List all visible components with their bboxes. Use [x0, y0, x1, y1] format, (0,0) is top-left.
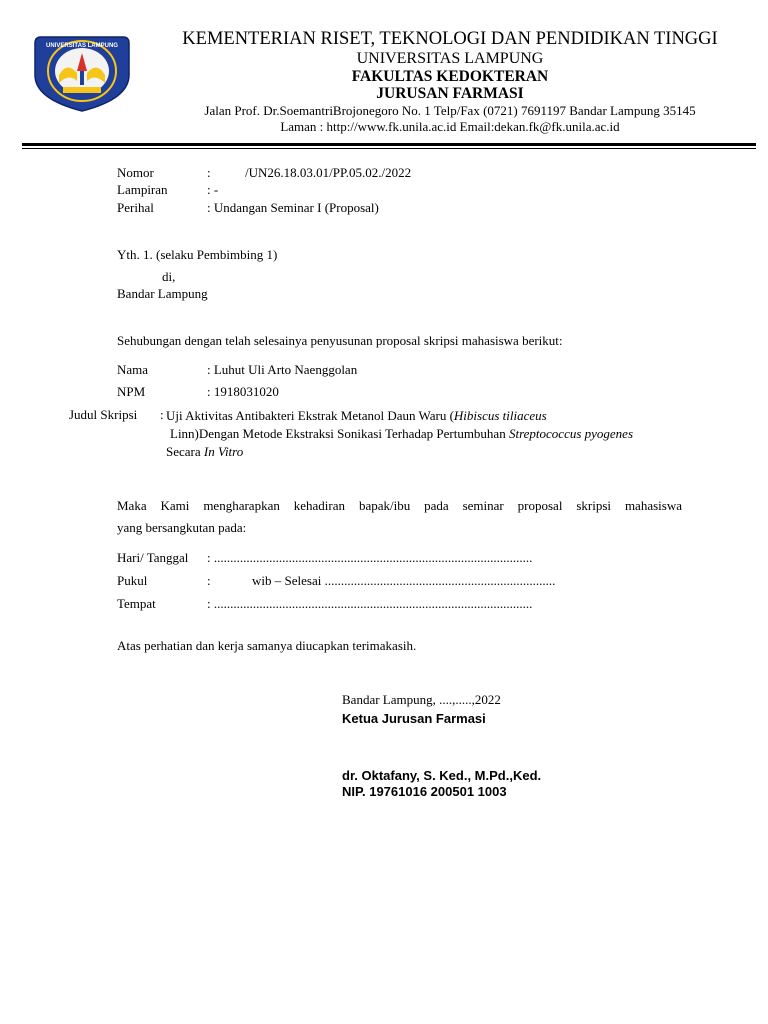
judul-species-2: Streptococcus pyogenes — [508, 426, 634, 441]
tempat-label: Tempat — [117, 596, 156, 611]
pukul-value: wib – Selesai ....................................................................... — [252, 573, 556, 588]
ministry-heading: KEMENTERIAN RISET, TEKNOLOGI DAN PENDIDIKAN TINGGI — [182, 29, 718, 49]
pukul-label: Pukul — [117, 573, 148, 588]
signatory-name: dr. Oktafany, S. Ked., M.Pd.,Ked. — [342, 768, 542, 783]
lampiran-value: : - — [207, 182, 219, 197]
pukul-separator: : — [207, 573, 211, 588]
signature-title: Ketua Jurusan Farmasi — [342, 711, 486, 726]
invite-line-1: Maka Kami mengharapkan kehadiran bapak/ibu pada seminar proposal skripsi mahasiswa — [117, 498, 682, 513]
header-divider-thick — [22, 143, 756, 146]
judul-in-vitro: In Vitro — [203, 444, 244, 459]
invite-line-2: yang bersangkutan pada: — [117, 520, 247, 535]
logo-text: UNIVERSITAS LAMPUNG — [46, 43, 118, 49]
department-heading: JURUSAN FARMASI — [376, 85, 524, 102]
judul-part-1: Uji Aktivitas Antibakteri Ekstrak Metanol Daun Waru ( — [166, 408, 454, 423]
recipient-di: di, — [162, 269, 176, 284]
signatory-nip: NIP. 19761016 200501 1003 — [342, 784, 507, 799]
header-divider-thin — [22, 148, 756, 149]
judul-separator: : — [160, 407, 164, 422]
judul-label: Judul Skripsi — [69, 407, 138, 422]
perihal-label: Perihal — [117, 200, 154, 215]
judul-part-2: Linn)Dengan Metode Ekstraksi Sonikasi Terhadap Pertumbuhan — [170, 426, 509, 441]
nama-value: : Luhut Uli Arto Naenggolan — [207, 362, 358, 377]
university-logo — [31, 31, 133, 113]
npm-label: NPM — [117, 384, 146, 399]
address-line: Jalan Prof. Dr.SoemantriBrojonegoro No. 1 Telp/Fax (0721) 7691197 Bandar Lampung 35145 — [204, 103, 696, 118]
tempat-value: : .................................................................................................. — [207, 596, 533, 611]
nomor-value: /UN26.18.03.01/PP.05.02./2022 — [245, 165, 412, 180]
closing-sentence: Atas perhatian dan kerja samanya diucapkan terimakasih. — [117, 638, 417, 653]
judul-part-3: Secara — [166, 444, 204, 459]
hari-label: Hari/ Tanggal — [117, 550, 189, 565]
recipient-line: Yth. 1. (selaku Pembimbing 1) — [117, 247, 278, 262]
recipient-city: Bandar Lampung — [117, 286, 208, 301]
nomor-separator: : — [207, 165, 211, 180]
perihal-value: : Undangan Seminar I (Proposal) — [207, 200, 379, 215]
university-heading: UNIVERSITAS LAMPUNG — [356, 50, 544, 67]
judul-text — [166, 407, 656, 461]
signature-place-date: Bandar Lampung, ....,.....,2022 — [342, 692, 501, 707]
judul-species-1: Hibiscus tiliaceus — [453, 408, 547, 423]
lampiran-label: Lampiran — [117, 182, 168, 197]
website-email-line: Laman : http://www.fk.unila.ac.id Email:dekan.fk@fk.unila.ac.id — [280, 119, 620, 134]
nomor-label: Nomor — [117, 165, 154, 180]
hari-value: : .................................................................................................. — [207, 550, 533, 565]
npm-value: : 1918031020 — [207, 384, 279, 399]
nama-label: Nama — [117, 362, 149, 377]
faculty-heading: FAKULTAS KEDOKTERAN — [351, 68, 549, 85]
intro-paragraph: Sehubungan dengan telah selesainya penyusunan proposal skripsi mahasiswa berikut: — [117, 333, 563, 348]
